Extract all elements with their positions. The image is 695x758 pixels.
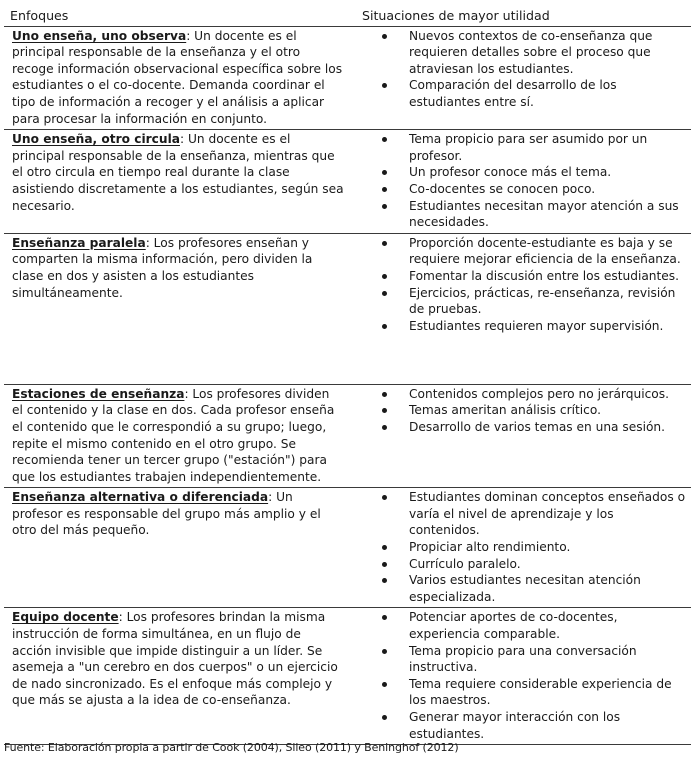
bullet-icon: [382, 392, 387, 397]
bullet-icon: [382, 545, 387, 550]
header-situaciones: Situaciones de mayor utilidad: [352, 4, 691, 26]
bullet-icon: [382, 649, 387, 654]
table-row: [4, 26, 691, 130]
situations-list: [352, 28, 687, 111]
co-teaching-table: [4, 4, 691, 745]
situations-cell: [352, 26, 691, 130]
bullet-icon: [382, 408, 387, 413]
list-item: Propiciar alto rendimiento.: [352, 539, 687, 556]
situations-cell: [352, 130, 691, 234]
approach-description: : Los profesores enseñan y comparten la misma información, pero dividen la clase en dos y asisten a los estudiantes simultáneamente.: [12, 235, 313, 300]
bullet-icon: [382, 615, 387, 620]
table-row: [4, 233, 691, 384]
list-item: Contenidos complejos pero no jerárquicos.: [352, 386, 687, 403]
approach-description: : Los profesores dividen el contenido y la clase en dos. Cada profesor enseña el contenido que le correspondió a su grupo; luego, repite el mismo contenido en el otro grupo. Se recomienda tener un tercer grupo ("estación") para que los estudiantes trabajen independientemente.: [12, 386, 335, 484]
bullet-icon: [382, 170, 387, 175]
header-enfoques: Enfoques: [4, 4, 352, 26]
approach-name: Enseñanza alternativa o diferenciada: [12, 490, 269, 505]
situations-cell: [352, 233, 691, 384]
bullet-icon: [382, 204, 387, 209]
list-item: Tema propicio para una conversación instructiva.: [352, 643, 687, 676]
bullet-icon: [382, 495, 387, 500]
bullet-icon: [382, 274, 387, 279]
situations-list: [352, 609, 687, 742]
table-header-row: [4, 4, 691, 26]
bullet-icon: [382, 682, 387, 687]
list-item: Fomentar la discusión entre los estudiantes.: [352, 268, 687, 285]
list-item: Estudiantes necesitan mayor atención a sus necesidades.: [352, 198, 687, 231]
bullet-icon: [382, 291, 387, 296]
approach-description: : Un docente es el principal responsable de la enseñanza, mientras que el otro circula en tiempo real durante la clase asistiendo discretamente a los estudiantes, según sea necesario.: [12, 132, 344, 213]
approach-cell: [4, 26, 352, 130]
situations-cell: [352, 384, 691, 488]
list-item: Nuevos contextos de co-enseñanza que requieren detalles sobre el proceso que atraviesan los estudiantes.: [352, 28, 687, 78]
list-item: Generar mayor interacción con los estudiantes.: [352, 709, 687, 742]
situations-list: [352, 489, 687, 605]
bullet-icon: [382, 137, 387, 142]
table-row: [4, 488, 691, 608]
approach-description: : Los profesores brindan la misma instrucción de forma simultánea, en un flujo de acción invisible que impide distinguir a un líder. Se asemeja a "un cerebro en dos cuerpos" o un ejercicio de nado sincronizado. Es el enfoque más complejo y que más se ajusta a la idea de co-enseñanza.: [12, 610, 338, 708]
list-item: Proporción docente-estudiante es baja y se requiere mejorar eficiencia de la enseñanza.: [352, 235, 687, 268]
approach-cell: [4, 384, 352, 488]
approach-cell: [4, 488, 352, 608]
bullet-icon: [382, 241, 387, 246]
table-row: [4, 384, 691, 488]
situations-list: [352, 235, 687, 335]
list-item: Co-docentes se conocen poco.: [352, 181, 687, 198]
list-item: Tema requiere considerable experiencia de los maestros.: [352, 676, 687, 709]
list-item: Comparación del desarrollo de los estudiantes entre sí.: [352, 77, 687, 110]
list-item: Temas ameritan análisis crítico.: [352, 402, 687, 419]
list-item: Potenciar aportes de co-docentes, experiencia comparable.: [352, 609, 687, 642]
approach-cell: [4, 130, 352, 234]
approach-description: : Un profesor es responsable del grupo más amplio y el otro del más pequeño.: [12, 490, 321, 538]
situations-list: [352, 131, 687, 231]
bullet-icon: [382, 324, 387, 329]
list-item: Varios estudiantes necesitan atención especializada.: [352, 572, 687, 605]
bullet-icon: [382, 187, 387, 192]
table-row: [4, 130, 691, 234]
approach-description: : Un docente es el principal responsable de la enseñanza y el otro recoge información observacional específica sobre los estudiantes o el co-docente. Demanda coordinar el tipo de información a recoger y el análisis a aplicar para procesar la información en conjunto.: [12, 28, 343, 126]
approach-name: Uno enseña, otro circula: [12, 132, 180, 147]
list-item: Ejercicios, prácticas, re-enseñanza, revisión de pruebas.: [352, 285, 687, 318]
approach-name: Estaciones de enseñanza: [12, 386, 185, 401]
approach-name: Uno enseña, uno observa: [12, 28, 187, 43]
bullet-icon: [382, 425, 387, 430]
list-item: Estudiantes requieren mayor supervisión.: [352, 318, 687, 335]
approach-name: Equipo docente: [12, 610, 119, 625]
approach-cell: [4, 233, 352, 384]
list-item: Currículo paralelo.: [352, 556, 687, 573]
source-note: Fuente: Elaboración propia a partir de Cook (2004), Sileo (2011) y Beninghof (2012): [4, 741, 459, 754]
list-item: Desarrollo de varios temas en una sesión.: [352, 419, 687, 436]
situations-cell: [352, 608, 691, 745]
list-item: Tema propicio para ser asumido por un profesor.: [352, 131, 687, 164]
table-row: [4, 608, 691, 745]
approach-cell: [4, 608, 352, 745]
list-item: Un profesor conoce más el tema.: [352, 164, 687, 181]
bullet-icon: [382, 562, 387, 567]
bullet-icon: [382, 578, 387, 583]
list-item: Estudiantes dominan conceptos enseñados o varía el nivel de aprendizaje y los contenidos.: [352, 489, 687, 539]
approach-name: Enseñanza paralela: [12, 235, 146, 250]
bullet-icon: [382, 715, 387, 720]
co-teaching-document: [4, 4, 691, 745]
situations-list: [352, 386, 687, 436]
situations-cell: [352, 488, 691, 608]
bullet-icon: [382, 83, 387, 88]
bullet-icon: [382, 34, 387, 39]
